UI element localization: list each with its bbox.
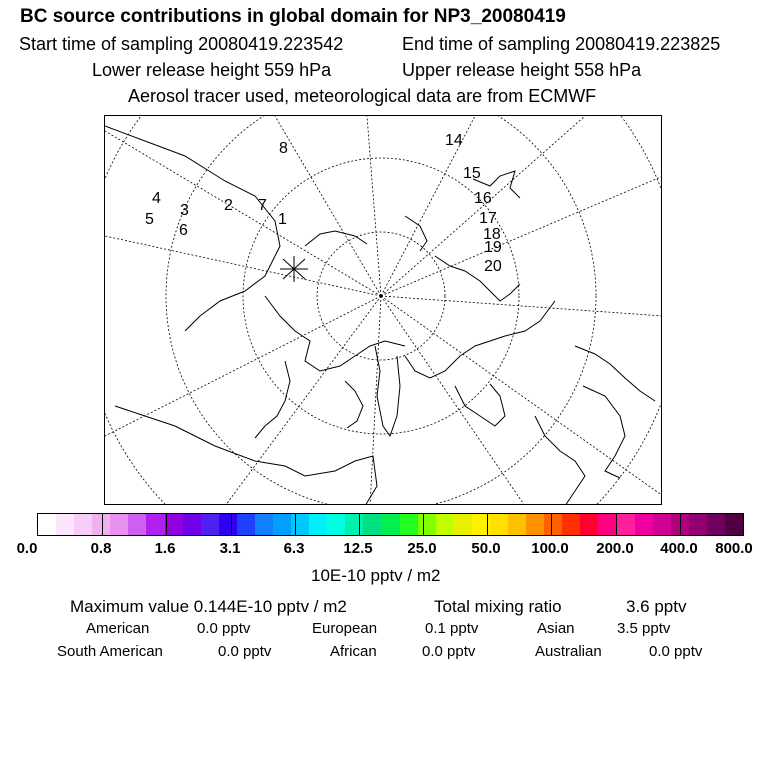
colorbar-tick-label: 400.0 <box>660 540 698 557</box>
map-label-2: 2 <box>224 197 233 214</box>
colorbar-swatch <box>255 514 273 535</box>
colorbar-tick-label: 0.0 <box>16 540 38 557</box>
colorbar-unit: 10E-10 pptv / m2 <box>311 566 441 585</box>
colorbar-tick-label: 25.0 <box>407 540 437 557</box>
colorbar-swatch <box>707 514 725 535</box>
upper-release-height: Upper release height 558 hPa <box>402 60 642 80</box>
colorbar-swatch <box>327 514 345 535</box>
colorbar-swatch <box>436 514 454 535</box>
map-label-19: 19 <box>484 239 502 256</box>
map-label-20: 20 <box>484 258 502 275</box>
colorbar-swatch <box>689 514 707 535</box>
map-label-3: 3 <box>180 202 189 219</box>
colorbar-swatch <box>418 514 436 535</box>
colorbar-swatch <box>345 514 363 535</box>
colorbar-swatch <box>237 514 255 535</box>
map-label-4: 4 <box>152 190 161 207</box>
colorbar-swatch <box>146 514 164 535</box>
colorbar-swatch <box>653 514 671 535</box>
colorbar-swatch <box>635 514 653 535</box>
region-african-label: African <box>330 643 377 660</box>
colorbar-separator <box>102 514 103 535</box>
map-label-7: 7 <box>258 197 267 214</box>
region-asian-value: 3.5 pptv <box>617 620 671 637</box>
colorbar-swatch <box>544 514 562 535</box>
colorbar-separator <box>616 514 617 535</box>
colorbar-separator <box>423 514 424 535</box>
lower-release-height: Lower release height 559 hPa <box>92 60 332 80</box>
coastlines <box>105 126 655 505</box>
colorbar-tick-label: 12.5 <box>343 540 373 557</box>
colorbar-separator <box>231 514 232 535</box>
colorbar <box>37 513 744 536</box>
colorbar-tick-label: 200.0 <box>596 540 634 557</box>
colorbar-swatch <box>309 514 327 535</box>
colorbar-swatch <box>201 514 219 535</box>
map-label-17: 17 <box>479 210 497 227</box>
colorbar-swatch <box>454 514 472 535</box>
colorbar-separator <box>551 514 552 535</box>
map-label-6: 6 <box>179 222 188 239</box>
colorbar-swatch <box>381 514 399 535</box>
colorbar-separator <box>487 514 488 535</box>
colorbar-tick-label: 6.3 <box>283 540 305 557</box>
colorbar-tick-label: 3.1 <box>219 540 241 557</box>
region-australian-value: 0.0 pptv <box>649 643 703 660</box>
colorbar-tick-label: 800.0 <box>715 540 753 557</box>
graticule <box>105 116 662 505</box>
colorbar-tick-label: 100.0 <box>531 540 569 557</box>
region-south-american-value: 0.0 pptv <box>218 643 272 660</box>
colorbar-separator <box>680 514 681 535</box>
colorbar-swatch <box>291 514 309 535</box>
colorbar-swatch <box>562 514 580 535</box>
colorbar-swatch <box>128 514 146 535</box>
colorbar-swatch <box>38 514 56 535</box>
map-label-14: 14 <box>445 132 463 149</box>
polar-map <box>105 116 662 505</box>
colorbar-swatch <box>508 514 526 535</box>
colorbar-swatch <box>74 514 92 535</box>
map-label-18: 18 <box>483 226 501 243</box>
colorbar-separator <box>359 514 360 535</box>
maximum-value: Maximum value 0.144E-10 pptv / m2 <box>70 597 347 616</box>
colorbar-swatch <box>273 514 291 535</box>
map-panel <box>104 115 662 505</box>
map-label-8: 8 <box>279 140 288 157</box>
release-site-marker <box>280 256 308 282</box>
map-label-1: 1 <box>278 211 287 228</box>
colorbar-swatch <box>725 514 743 535</box>
colorbar-swatch <box>56 514 74 535</box>
colorbar-swatch <box>400 514 418 535</box>
map-title: BC source contributions in global domain for NP3_20080419 <box>20 6 566 27</box>
region-american-value: 0.0 pptv <box>197 620 251 637</box>
start-time: Start time of sampling 20080419.223542 <box>19 34 344 54</box>
region-european-value: 0.1 pptv <box>425 620 479 637</box>
colorbar-swatch <box>598 514 616 535</box>
colorbar-swatch <box>183 514 201 535</box>
region-south-american-label: South American <box>57 643 163 660</box>
region-australian-label: Australian <box>535 643 602 660</box>
total-mixing-ratio-label: Total mixing ratio <box>434 597 562 616</box>
region-african-value: 0.0 pptv <box>422 643 476 660</box>
map-label-16: 16 <box>474 190 492 207</box>
map-label-5: 5 <box>145 211 154 228</box>
colorbar-swatch <box>219 514 237 535</box>
colorbar-tick-label: 1.6 <box>154 540 176 557</box>
colorbar-swatch <box>363 514 381 535</box>
colorbar-swatch <box>110 514 128 535</box>
region-european-label: European <box>312 620 378 637</box>
map-label-15: 15 <box>463 165 481 182</box>
region-asian-label: Asian <box>537 620 575 637</box>
colorbar-separator <box>166 514 167 535</box>
region-american-label: American <box>86 620 150 637</box>
end-time: End time of sampling 20080419.223825 <box>402 34 721 54</box>
colorbar-swatch <box>617 514 635 535</box>
colorbar-swatch <box>165 514 183 535</box>
colorbar-separator <box>295 514 296 535</box>
tracer-note: Aerosol tracer used, meteorological data are from ECMWF <box>128 86 597 106</box>
colorbar-tick-label: 50.0 <box>471 540 501 557</box>
colorbar-swatch <box>490 514 508 535</box>
colorbar-tick-label: 0.8 <box>90 540 112 557</box>
colorbar-swatch <box>580 514 598 535</box>
colorbar-swatch <box>526 514 544 535</box>
total-mixing-ratio-value: 3.6 pptv <box>626 597 687 616</box>
